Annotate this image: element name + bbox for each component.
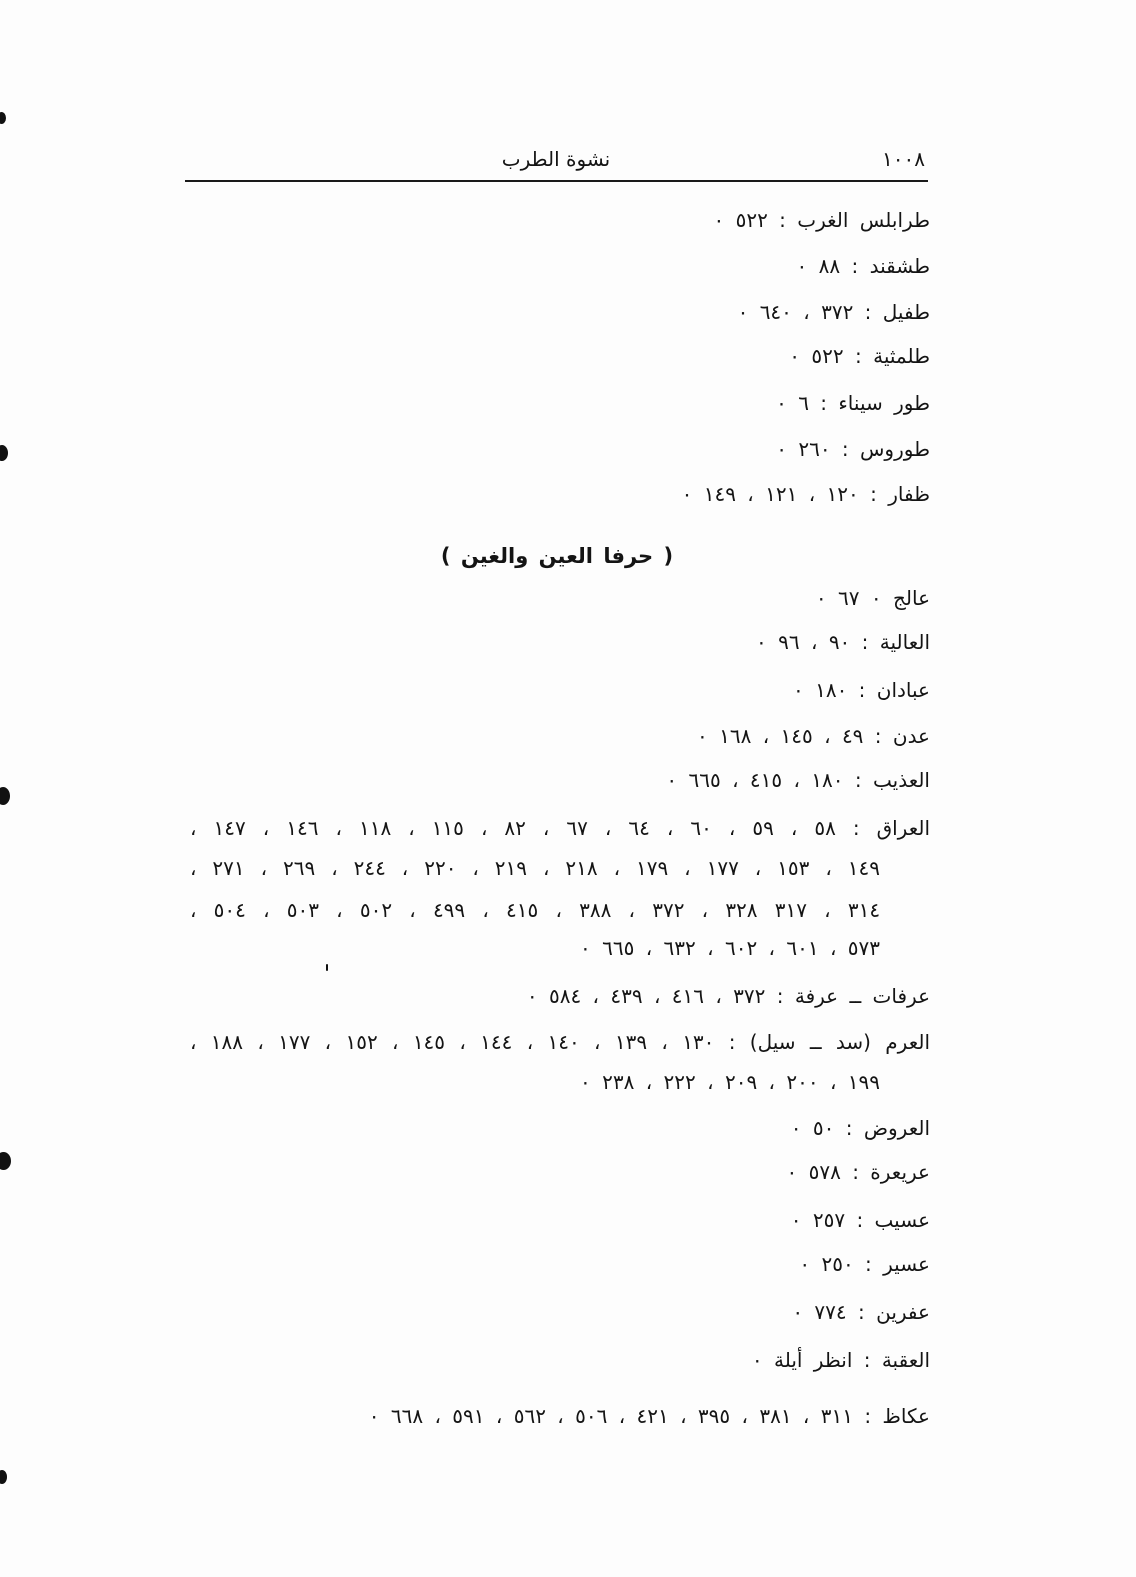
index-entry: عدن : ٤٩ ، ١٤٥ ، ١٦٨ ٠ [697, 724, 930, 748]
index-entry-continuation: ٥٧٣ ، ٦٠١ ، ٦٠٢ ، ٦٣٢ ، ٦٦٥ ٠ [580, 936, 880, 960]
page-number: ١٠٠٨ [882, 147, 925, 171]
scan-speck [0, 1470, 7, 1484]
scan-speck [0, 787, 10, 805]
index-entry: طفيل : ٣٧٢ ، ٦٤٠ ٠ [737, 300, 930, 324]
index-entry: طشقند : ٨٨ ٠ [796, 254, 930, 278]
scan-speck [0, 445, 8, 461]
index-entry-continuation: ٣١٤ ، ٣١٧ ٣٢٨ ، ٣٧٢ ، ٣٨٨ ، ٤١٥ ، ٤٩٩ ، ٥٠٢ ، ٥٠٣ ، ٥٠٤ ، [190, 898, 881, 922]
scan-speck [326, 964, 328, 971]
index-entry: العذيب : ١٨٠ ، ٤١٥ ، ٦٦٥ ٠ [666, 768, 930, 792]
index-entry: عسير : ٢٥٠ ٠ [799, 1252, 930, 1276]
index-entry: عفرين : ٧٧٤ ٠ [792, 1300, 930, 1324]
header-rule [185, 180, 928, 182]
index-entry-continuation: ١٩٩ ، ٢٠٠ ، ٢٠٩ ، ٢٢٢ ، ٢٣٨ ٠ [580, 1070, 880, 1094]
index-entry: ظفار : ١٢٠ ، ١٢١ ، ١٤٩ ٠ [681, 482, 930, 506]
index-entry: عسيب : ٢٥٧ ٠ [790, 1208, 930, 1232]
index-entry: عبادان : ١٨٠ ٠ [792, 678, 930, 702]
index-entry: العرم (سد ــ سيل) : ١٣٠ ، ١٣٩ ، ١٤٠ ، ١٤٤ ، ١٤٥ ، ١٥٢ ، ١٧٧ ، ١٨٨ ، [190, 1030, 931, 1054]
index-entry: طلمثية : ٥٢٢ ٠ [789, 344, 930, 368]
index-entry: عريعرة : ٥٧٨ ٠ [786, 1160, 930, 1184]
index-entry: طور سيناء : ٦ ٠ [776, 391, 930, 415]
scan-speck [0, 1152, 11, 1170]
scan-speck [0, 112, 6, 124]
index-entry: طرابلس الغرب : ٥٢٢ ٠ [713, 208, 930, 232]
index-entry: طوروس : ٢٦٠ ٠ [776, 437, 930, 461]
index-entry: عرفات ــ عرفة : ٣٧٢ ، ٤١٦ ، ٤٣٩ ، ٥٨٤ ٠ [526, 984, 930, 1008]
index-entry: عالج ٠ ٦٧ ٠ [815, 586, 930, 610]
section-heading: ( حرفا العين والغين ) [440, 544, 674, 568]
running-title: نشوة الطرب [501, 147, 611, 171]
index-entry: العراق : ٥٨ ، ٥٩ ، ٦٠ ، ٦٤ ، ٦٧ ، ٨٢ ، ١١٥ ، ١١٨ ، ١٤٦ ، ١٤٧ ، [190, 816, 931, 840]
index-entry: العالية : ٩٠ ، ٩٦ ٠ [756, 630, 930, 654]
index-entry: عكاظ : ٣١١ ، ٣٨١ ، ٣٩٥ ، ٤٢١ ، ٥٠٦ ، ٥٦٢ ، ٥٩١ ، ٦٦٨ ٠ [368, 1404, 930, 1428]
index-entry: العروض : ٥٠ ٠ [790, 1116, 930, 1140]
index-entry: العقبة : انظر أيلة ٠ [751, 1348, 930, 1372]
index-entry-continuation: ١٤٩ ، ١٥٣ ، ١٧٧ ، ١٧٩ ، ٢١٨ ، ٢١٩ ، ٢٢٠ ، ٢٤٤ ، ٢٦٩ ، ٢٧١ ، [190, 856, 880, 880]
